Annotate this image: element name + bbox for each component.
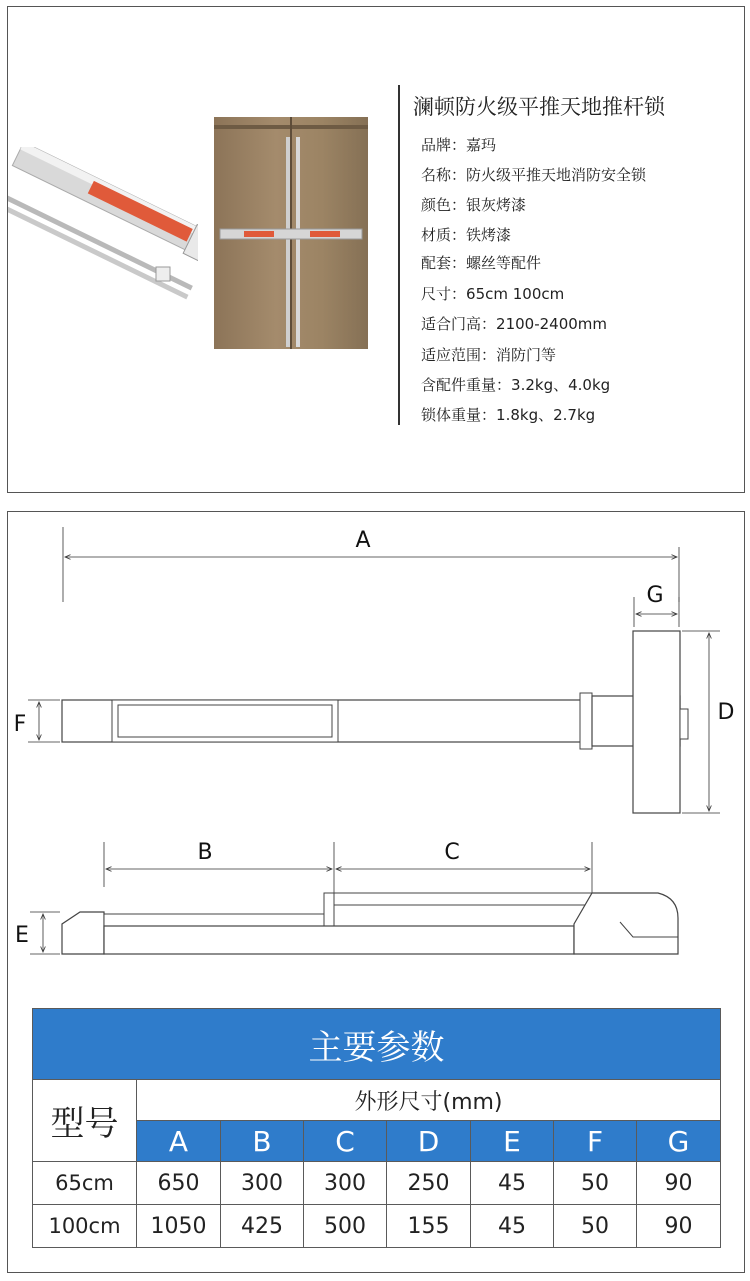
table-row <box>33 1205 721 1248</box>
product-title: 澜顿防火级平推天地推杆锁 <box>413 95 665 119</box>
column-header-e: E <box>471 1121 554 1162</box>
column-header-f: F <box>554 1121 637 1162</box>
dimension-diagram <box>8 512 744 1002</box>
dim-label-f: F <box>13 712 27 737</box>
parameter-table <box>32 1008 720 1244</box>
column-header-d: D <box>387 1121 471 1162</box>
vertical-divider <box>398 85 400 425</box>
spec-color: 颜色：银灰烤漆 <box>421 196 527 214</box>
spec-size: 尺寸：65cm 100cm <box>421 285 565 303</box>
table-cell: 45 <box>471 1205 554 1248</box>
spec-total-weight: 含配件重量：3.2kg、4.0kg <box>421 376 611 394</box>
table-cell: 425 <box>221 1205 304 1248</box>
table-cell: 1050 <box>137 1205 221 1248</box>
table-cell: 650 <box>137 1162 221 1205</box>
door-installation-image <box>214 117 368 349</box>
dim-label-b: B <box>197 840 213 865</box>
column-header-g: G <box>637 1121 721 1162</box>
table-cell: 50 <box>554 1162 637 1205</box>
dim-label-g: G <box>646 583 664 608</box>
table-cell: 90 <box>637 1162 721 1205</box>
lock-case-top-view <box>633 631 680 813</box>
dim-label-d: D <box>717 700 735 725</box>
dim-label-a: A <box>355 528 371 553</box>
panic-bar-product-image <box>8 147 198 337</box>
table-title: 主要参数 <box>33 1009 721 1080</box>
spec-door-height: 适合门高：2100-2400mm <box>421 315 608 333</box>
table-cell: 500 <box>304 1205 387 1248</box>
table-cell: 250 <box>387 1162 471 1205</box>
row-model: 65cm <box>33 1162 137 1205</box>
row-model: 100cm <box>33 1205 137 1248</box>
table-cell: 45 <box>471 1162 554 1205</box>
dimension-header: 外形尺寸(mm) <box>137 1080 721 1121</box>
column-header-a: A <box>137 1121 221 1162</box>
model-header: 型号 <box>33 1080 137 1162</box>
spec-accessories: 配套：螺丝等配件 <box>421 254 542 272</box>
table-cell: 300 <box>221 1162 304 1205</box>
spec-material: 材质：铁烤漆 <box>421 226 512 244</box>
product-info-panel <box>7 6 745 493</box>
spec-lock-weight: 锁体重量：1.8kg、2.7kg <box>421 406 596 424</box>
table-cell: 300 <box>304 1162 387 1205</box>
column-header-c: C <box>304 1121 387 1162</box>
spec-scope: 适应范围：消防门等 <box>421 346 557 364</box>
spec-name: 名称：防火级平推天地消防安全锁 <box>421 166 647 184</box>
bar-end-cap-side-view <box>62 912 104 954</box>
table-cell: 50 <box>554 1205 637 1248</box>
dim-label-e: E <box>15 923 29 948</box>
table-cell: 90 <box>637 1205 721 1248</box>
lock-case-side-view <box>574 893 678 954</box>
table-cell: 155 <box>387 1205 471 1248</box>
column-header-b: B <box>221 1121 304 1162</box>
bar-body-side-view <box>104 926 574 954</box>
spec-brand: 品牌：嘉玛 <box>421 136 497 154</box>
table-row <box>33 1162 721 1205</box>
dim-label-c: C <box>444 840 460 865</box>
